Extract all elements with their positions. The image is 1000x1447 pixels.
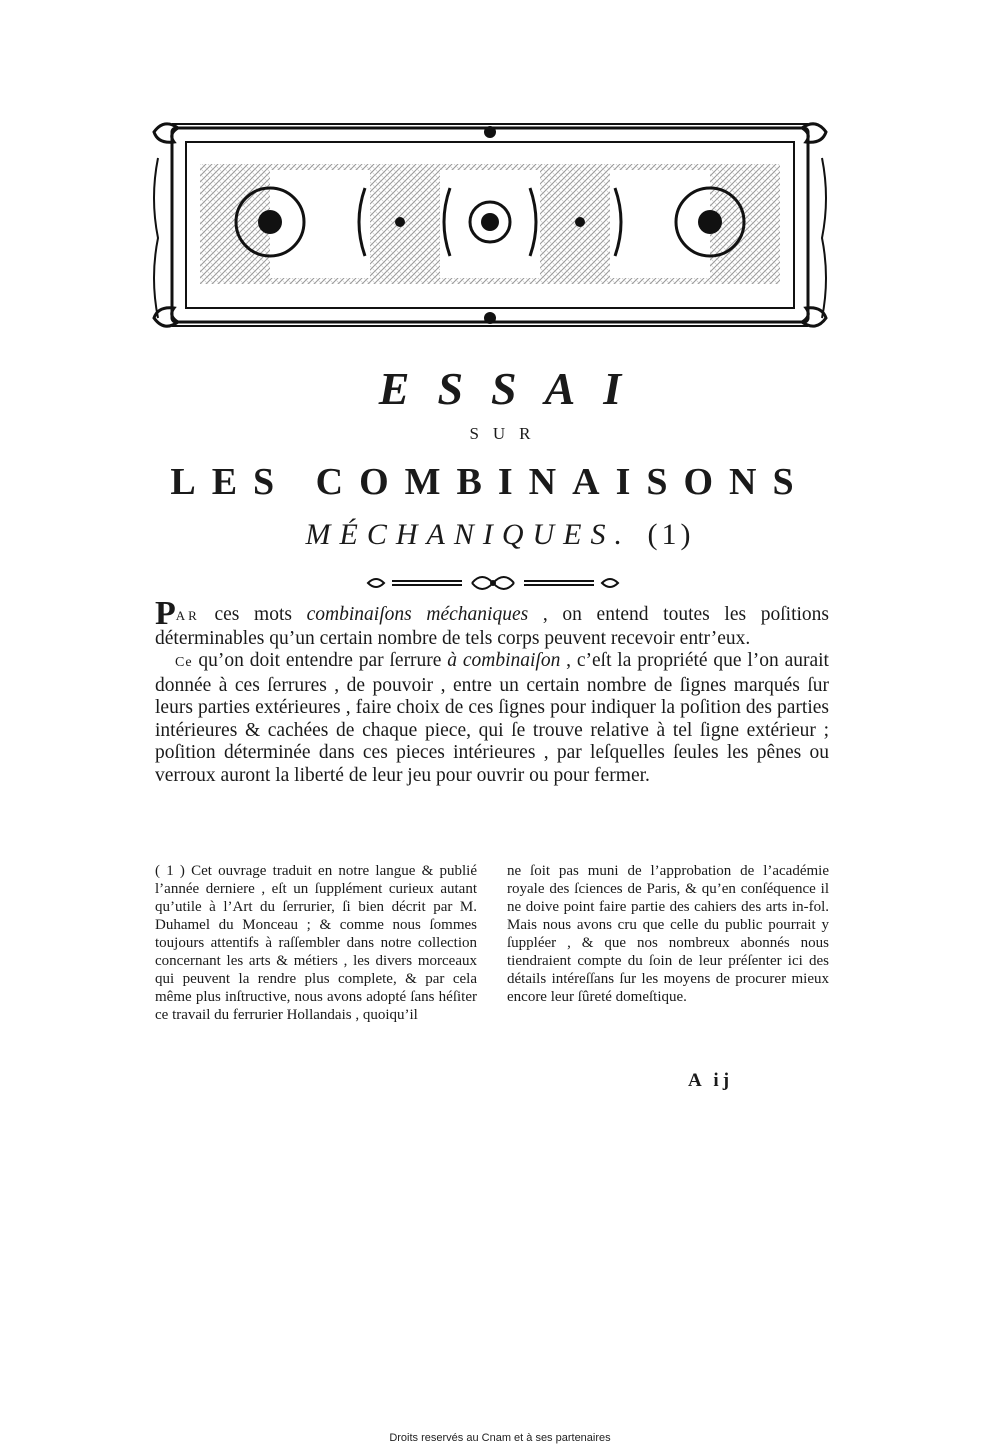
title-sur: SUR: [469, 424, 545, 443]
paragraph-1: [155, 595, 829, 650]
drop-cap: P: [155, 595, 176, 632]
paragraph-1-text-b: , on entend toutes les poſitions déterminables qu’un certain nombre de tels corps peuvent recevoir entr’eux.: [155, 604, 829, 649]
paragraph-2: [155, 650, 829, 787]
title-combinaisons: LES COMBINAISONS: [170, 461, 810, 503]
paragraph-2-lead: Ce: [175, 655, 193, 670]
footnote-column-1: ( 1 ) Cet ouvrage traduit en notre langue & publié l’année derniere , eſt un ſupplément curieux autant qu’utile à l’Art du ſerrurier, ſi bien décrit par M. Duhamel du Monceau ; & comme nous ſommes toujours attentifs à raſſembler dans notre collection concernant les arts & métiers , les divers morceaux qui peuvent la rendre plus complete, & par cela même plus inſtructive, nous avons adopté ſans héſiter ce travail du ferrurier Hollandais , quoiqu’il: [155, 863, 477, 1023]
main-text: [155, 595, 829, 787]
title-mechaniques: [0, 518, 1000, 552]
paragraph-2-italic: à combinaiſon: [447, 650, 561, 671]
ornament-rule: [362, 572, 624, 594]
paragraph-2-text-b: , c’eſt la propriété que l’on aurait donnée à ces ſerrures , de pouvoir , entre un certain nombre de ſignes marqués ſur leurs parties extérieures , faire choix de ces ſignes pour indiquer la poſition des parties intérieures & cachées de chaque piece, qui ſe trouve relative à tel ſigne extérieur ; poſition déterminée dans ces pieces intérieures , par leſquelles ſeules les pênes ou verroux auront la liberté de leur jeu pour ouvrir ou pour fermer.: [155, 650, 829, 786]
small-caps: AR: [175, 608, 200, 623]
footnote-column-2: ne ſoit pas muni de l’approbation de l’académie royale des ſciences de Paris, & qu’en conſéquence il ne doive point faire partie des cahiers des arts in-fol. Mais nous avons cru que celle du public pourrait y ſuppléer , & que nos nombreux abonnés nous tiendraient compte du ſoin de leur préſenter ici des détails intéreſſans ſur les moyens de procurer mieux encore leur ſûreté domeſtique.: [507, 863, 829, 1005]
footnote-block: [155, 862, 829, 1024]
decorative-headpiece: [150, 118, 830, 332]
title-mechaniques-text: MÉCHANIQUES.: [305, 518, 631, 551]
title-essai: ESSAI: [378, 363, 650, 414]
paragraph-2-text-a: qu’on doit entendre par ſerrure: [192, 650, 448, 671]
paragraph-1-text-a: ces mots: [199, 604, 307, 625]
signature-mark: A ij: [688, 1070, 734, 1091]
paragraph-1-italic: combinaiſons méchaniques: [306, 604, 529, 625]
footer-credit: Droits reservés au Cnam et à ses partenaires: [389, 1432, 611, 1444]
footnote-reference: (1): [647, 518, 695, 551]
